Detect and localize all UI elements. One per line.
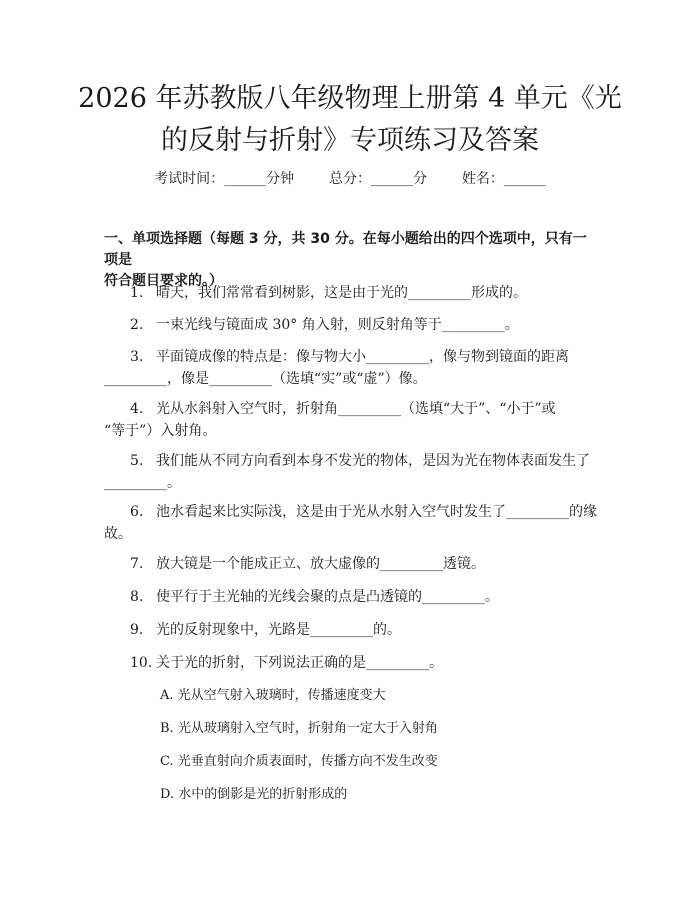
question-number: 8.: [130, 589, 144, 605]
question-text-continued: _________，像是_________（选填“实”或“虚”）像。: [104, 371, 427, 387]
question-text: 池水看起来比实际浅，这是由于光从水射入空气时发生了_________的缘: [156, 504, 597, 520]
question-number: 2.: [130, 317, 144, 333]
option-d: [160, 785, 600, 805]
option-text: 光从玻璃射入空气时，折射角一定大于入射角: [177, 721, 438, 736]
option-b: [160, 719, 600, 739]
option-letter: D.: [160, 787, 175, 802]
option-a: [160, 686, 600, 706]
question-text: 使平行于主光轴的光线会聚的点是凸透镜的_________。: [156, 589, 499, 605]
option-text: 水中的倒影是光的折射形成的: [178, 787, 348, 802]
question-text: 平面镜成像的特点是：像与物大小_________，像与物到镜面的距离: [156, 349, 569, 365]
option-text: 光垂直射向介质表面时，传播方向不发生改变: [177, 754, 438, 769]
section-heading-line-1: 一、单项选择题（每题 3 分，共 30 分。在每小题给出的四个选项中，只有一项是: [104, 231, 587, 268]
question-text: 光从水斜射入空气时，折射角_________（选填“大于”、“小于”或: [156, 401, 556, 417]
title-line-2: 的反射与折射》专项练习及答案: [161, 125, 539, 156]
time-blank: ______: [224, 171, 267, 187]
question-number: 6.: [130, 504, 144, 520]
question-text: 我们能从不同方向看到本身不发光的物体，是因为光在物体表面发生了: [156, 453, 590, 469]
section-heading-line-2: 符合题目要求的。）: [104, 273, 223, 289]
question-4: [104, 398, 600, 442]
question-3: [104, 346, 600, 390]
question-10: [104, 652, 600, 674]
question-number: 4.: [130, 401, 144, 417]
question-text-continued: “等于”）入射角。: [104, 423, 217, 439]
question-number: 9.: [130, 622, 144, 638]
question-number: 7.: [130, 556, 144, 572]
question-7: [104, 553, 600, 575]
question-6: [104, 501, 600, 545]
question-5: [104, 450, 600, 494]
title-line-1: 2026 年苏教版八年级物理上册第 4 单元《光: [78, 83, 622, 114]
document-title: [60, 78, 640, 162]
score-blank: ______: [371, 171, 413, 187]
name-blank: ______: [503, 171, 546, 187]
option-letter: C.: [160, 754, 174, 769]
question-text: 放大镜是一个能成正立、放大虚像的_________透镜。: [156, 556, 485, 572]
option-letter: B.: [160, 721, 174, 736]
exam-info-row: [0, 168, 700, 188]
question-number: 3.: [130, 349, 144, 365]
question-text: 关于光的折射，下列说法正确的是_________。: [156, 655, 443, 671]
time-unit: 分钟: [266, 171, 295, 187]
question-text: 晴天，我们常常看到树影，这是由于光的_________形成的。: [156, 285, 527, 301]
question-9: [104, 619, 600, 641]
score-unit: 分: [413, 171, 427, 187]
question-number: 5.: [130, 453, 144, 469]
option-letter: A.: [160, 688, 174, 703]
question-text: 一束光线与镜面成 30° 角入射，则反射角等于_________。: [156, 317, 519, 333]
question-number: 10.: [130, 655, 153, 671]
time-label: 考试时间：: [154, 171, 225, 187]
option-text: 光从空气射入玻璃时，传播速度变大: [177, 688, 386, 703]
option-c: [160, 752, 600, 772]
question-2: [104, 314, 600, 336]
question-text-continued: 故。: [104, 526, 132, 542]
question-1: [104, 282, 600, 304]
question-8: [104, 586, 600, 608]
question-text-continued: _________。: [104, 475, 181, 491]
score-label: 总分：: [329, 171, 371, 187]
name-label: 姓名：: [461, 171, 504, 187]
question-text: 光的反射现象中，光路是_________的。: [156, 622, 401, 638]
question-number: 1.: [130, 285, 144, 301]
